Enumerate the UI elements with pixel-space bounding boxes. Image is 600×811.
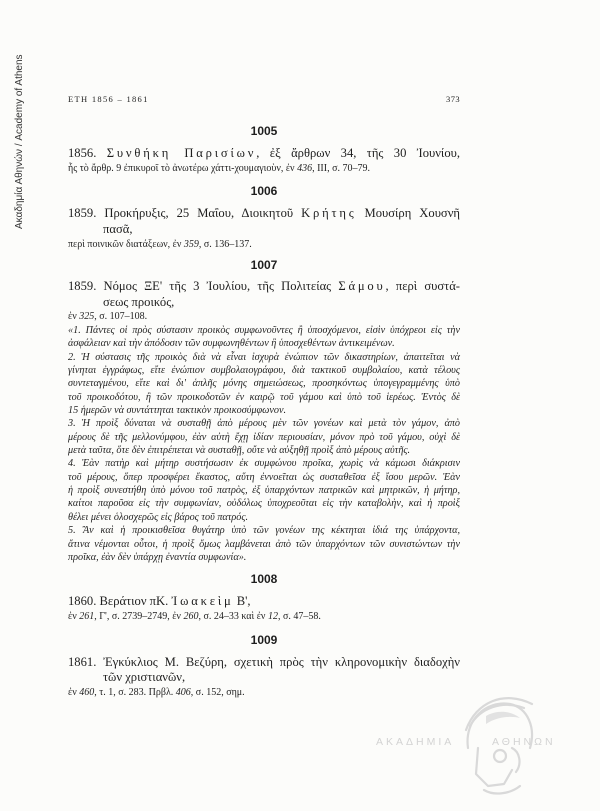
reference-text: ἐν: [68, 311, 80, 322]
quote-line: ἄτινα νέμονται οὗτοι, ἡ προὶξ ὅμως λαμβάνεται ἀπὸ τῶν ὑπαρχόντων τῶν συνιστώντων τὴν: [68, 538, 460, 550]
entry-title-spaced: Συνθήκη Παρισίων: [106, 146, 257, 160]
reference-volume: 12: [267, 611, 278, 622]
reference-volume: 436: [297, 163, 313, 174]
entry-reference: [68, 610, 460, 624]
reference-volume: 325: [79, 311, 95, 322]
entry-number: 1007: [250, 258, 278, 272]
entry-title-text: Μουσίρη Χουσνῆ: [356, 206, 460, 220]
entry-year: 1861.: [68, 655, 97, 669]
quote-line: τοῦ μέρους, ὅπερ προσφέρει ἕκαστος, αὕτη ἐννοεῖται ὡς συσταθεῖσα ἐξ ἴσου μερῶν. Ἐὰν: [68, 471, 460, 483]
quote-line: ἀσφάλειαν καὶ τὴν ἀπόδοσιν τῶν συμφωνηθέντων ἢ ὑποσχεθέντων ἀντικειμένων.: [68, 338, 395, 350]
quote-line: «1. Πάντες οἱ πρὸς σύστασιν προικὸς συμφωνοῦντες ἢ ὑποσχόμενοι, εἰσὶν ὑπόχρεοι εἰς τὴν: [68, 325, 460, 336]
watermark-text: ΑΘΗΝΩΝ: [492, 736, 556, 748]
entry-title: [68, 593, 460, 609]
entry-reference: [68, 238, 460, 252]
entry-title: [68, 278, 460, 294]
entry-number: 1008: [250, 572, 278, 586]
entry-title-continuation: σεως προικός,: [103, 295, 175, 309]
reference-volume: 260: [183, 611, 199, 622]
page-number: 373: [446, 94, 460, 104]
entry-title-text: Β',: [233, 594, 251, 608]
side-archive-label: Ακαδημία Αθηνών / Academy of Athens: [14, 54, 25, 229]
quote-line: προῖκα, ἐὰν δὲν ὑπάρχῃ ἐναντία συμφωνία».: [68, 551, 247, 563]
running-header: [68, 94, 460, 105]
reference-text: , σ. 152, σημ.: [190, 687, 245, 698]
entry-title-spaced: Κρήτης: [301, 206, 357, 220]
reference-text: ἐν: [68, 611, 80, 622]
reference-text: , σ. 47–58.: [277, 611, 321, 622]
reference-volume: 406: [175, 687, 191, 698]
reference-volume: 460: [79, 687, 95, 698]
quote-line: ἡ προὶξ συνεστήθη ὑπὸ μόνου τοῦ πατρὸς, ἐξ ὑπαρχόντων πατρικῶν καὶ μητρικῶν, ἡ μήτηρ,: [68, 485, 460, 497]
entry-year: 1859.: [68, 206, 97, 220]
reference-text: , III, σ. 70–79.: [312, 163, 370, 174]
entry-title: [68, 205, 460, 221]
watermark-text: ΑΚΑΔΗΜΙΑ: [376, 736, 455, 748]
quote-line: θέλει μένει ὁλοσχερῶς εἰς βάρος τοῦ πατρός.: [68, 511, 249, 523]
quote-line: 4. Ἐὰν πατὴρ καὶ μήτηρ συστήσωσιν ἐκ συμφώνου προῖκα, χωρὶς νὰ κάμωσι διάκρισιν: [68, 458, 460, 470]
entry-year: 1859.: [68, 279, 97, 293]
quote-line: μέρους δὲ τῆς μελλονύμφου, ἐὰν αὐτὴ ἔχῃ ἰδίαν περιουσίαν, μόνον πρὸ τοῦ γάμου, οὐχὶ δὲ: [68, 431, 460, 443]
entry-title: [68, 654, 460, 670]
quote-line: 15 ἡμερῶν νὰ συντάττηται τακτικὸν προικοσύμφωνον.: [68, 405, 287, 417]
entry-reference: [68, 686, 460, 700]
quote-line: 3. Ἡ προὶξ δύναται νὰ συσταθῇ ἀπὸ μέρους μὲν τῶν γονέων καὶ μετὰ τὸν γάμον, ἀπὸ: [68, 418, 460, 430]
quote-line: γίνηται ἐγγράφως, εἴτε ἐνώπιον συμβολαιογράφου, διὰ τακτικοῦ συμβολαίου, κατὰ τέλους: [68, 365, 460, 377]
law-quotation: [68, 324, 460, 564]
quote-line: συντεταγμένου, εἴτε καὶ δι' ἁπλῆς μόνης σημειώσεως, προσηκόντως ὑπογεγραμμένης ὑπὸ: [68, 378, 460, 390]
entry-title-text: Βεράτιον πΚ.: [99, 594, 172, 608]
reference-volume: 359: [183, 239, 199, 250]
entry-title-continuation: τῶν χριστιανῶν,: [103, 670, 186, 684]
quote-line: μετὰ ταῦτα, ὅτε δὲν ἐπιτρέπεται νὰ συσταθῇ, οὔτε νὰ αὐξηθῇ προὶξ ἀπὸ μέρους αὐτῆς.: [68, 445, 411, 457]
running-title: ΕΤΗ 1856 – 1861: [68, 94, 149, 104]
entry-title-text: Νόμος ΞΕ' τῆς 3 Ἰουλίου, τῆς Πολιτείας: [103, 279, 339, 293]
reference-text: , σ. 24–33 καὶ ἐν: [198, 611, 268, 622]
entry-title-text: , περὶ συστά-: [385, 279, 460, 293]
entry-reference: [68, 162, 460, 176]
quote-line: καίτοι παροῦσα εἰς τὴν συμφωνίαν, οὐδόλως ὑποχρεοῦται εἰς τὴν καταβολὴν, καὶ ἡ προὶξ: [68, 498, 460, 510]
entry-title-text: , ἐξ ἄρθρων 34, τῆς 30 Ἰουνίου,: [256, 146, 460, 160]
entry-year: 1856.: [68, 146, 97, 160]
entry-title-continuation: πασᾶ,: [103, 222, 133, 236]
reference-text: , τ. 1, σ. 283. Πρβλ.: [94, 687, 176, 698]
entry-title-spaced: Σάμου: [338, 279, 386, 293]
entry-year: 1860.: [68, 594, 97, 608]
quote-line: τοῦ προικοδότου, ἢ τῶν προικοδοτῶν ἐν καιρῷ τοῦ γάμου καὶ ὑπὸ τοῦ ἱερέως. Ἐντὸς δὲ: [68, 391, 460, 403]
reference-text: , Γ', σ. 2739–2749, ἐν: [94, 611, 184, 622]
entry-reference: [68, 310, 460, 324]
entry-title-text: Ἐγκύκλιος Μ. Βεζύρη, σχετικὴ πρὸς τὴν κληρονομικὴν διαδοχὴν: [103, 655, 460, 669]
entry-title-text: Προκήρυξις, 25 Μαΐου, Διοικητοῦ: [104, 206, 302, 220]
entry-number: 1005: [250, 124, 278, 138]
reference-text: , σ. 136–137.: [198, 239, 252, 250]
entry-number: 1009: [250, 633, 278, 647]
reference-text: περὶ ποινικῶν διατάξεων, ἐν: [68, 239, 184, 250]
reference-text: ἐν: [68, 687, 80, 698]
quote-line: 2. Ἡ σύστασις τῆς προικὸς διὰ νὰ εἶναι ἰσχυρὰ ἐνώπιον τῶν δικαστηρίων, ἀπαιτεῖται νὰ: [68, 351, 460, 363]
entry-title-spaced: Ἰωακεὶμ: [171, 594, 234, 608]
entry-number: 1006: [250, 184, 278, 198]
quote-line: 5. Ἂν καὶ ἡ προικισθεῖσα θυγάτηρ ὑπὸ τῶν γονέων της κέκτηται ἰδιά της ὑπάρχοντα,: [68, 525, 460, 537]
reference-volume: 261: [79, 611, 95, 622]
reference-text: , σ. 107–108.: [94, 311, 148, 322]
entry-title: [68, 145, 460, 161]
reference-text: ἧς τὸ ἄρθρ. 9 ἐπικυροῖ τὸ ἀνωτέρω χάττι-χουμαγιοὺν, ἐν: [68, 163, 298, 174]
